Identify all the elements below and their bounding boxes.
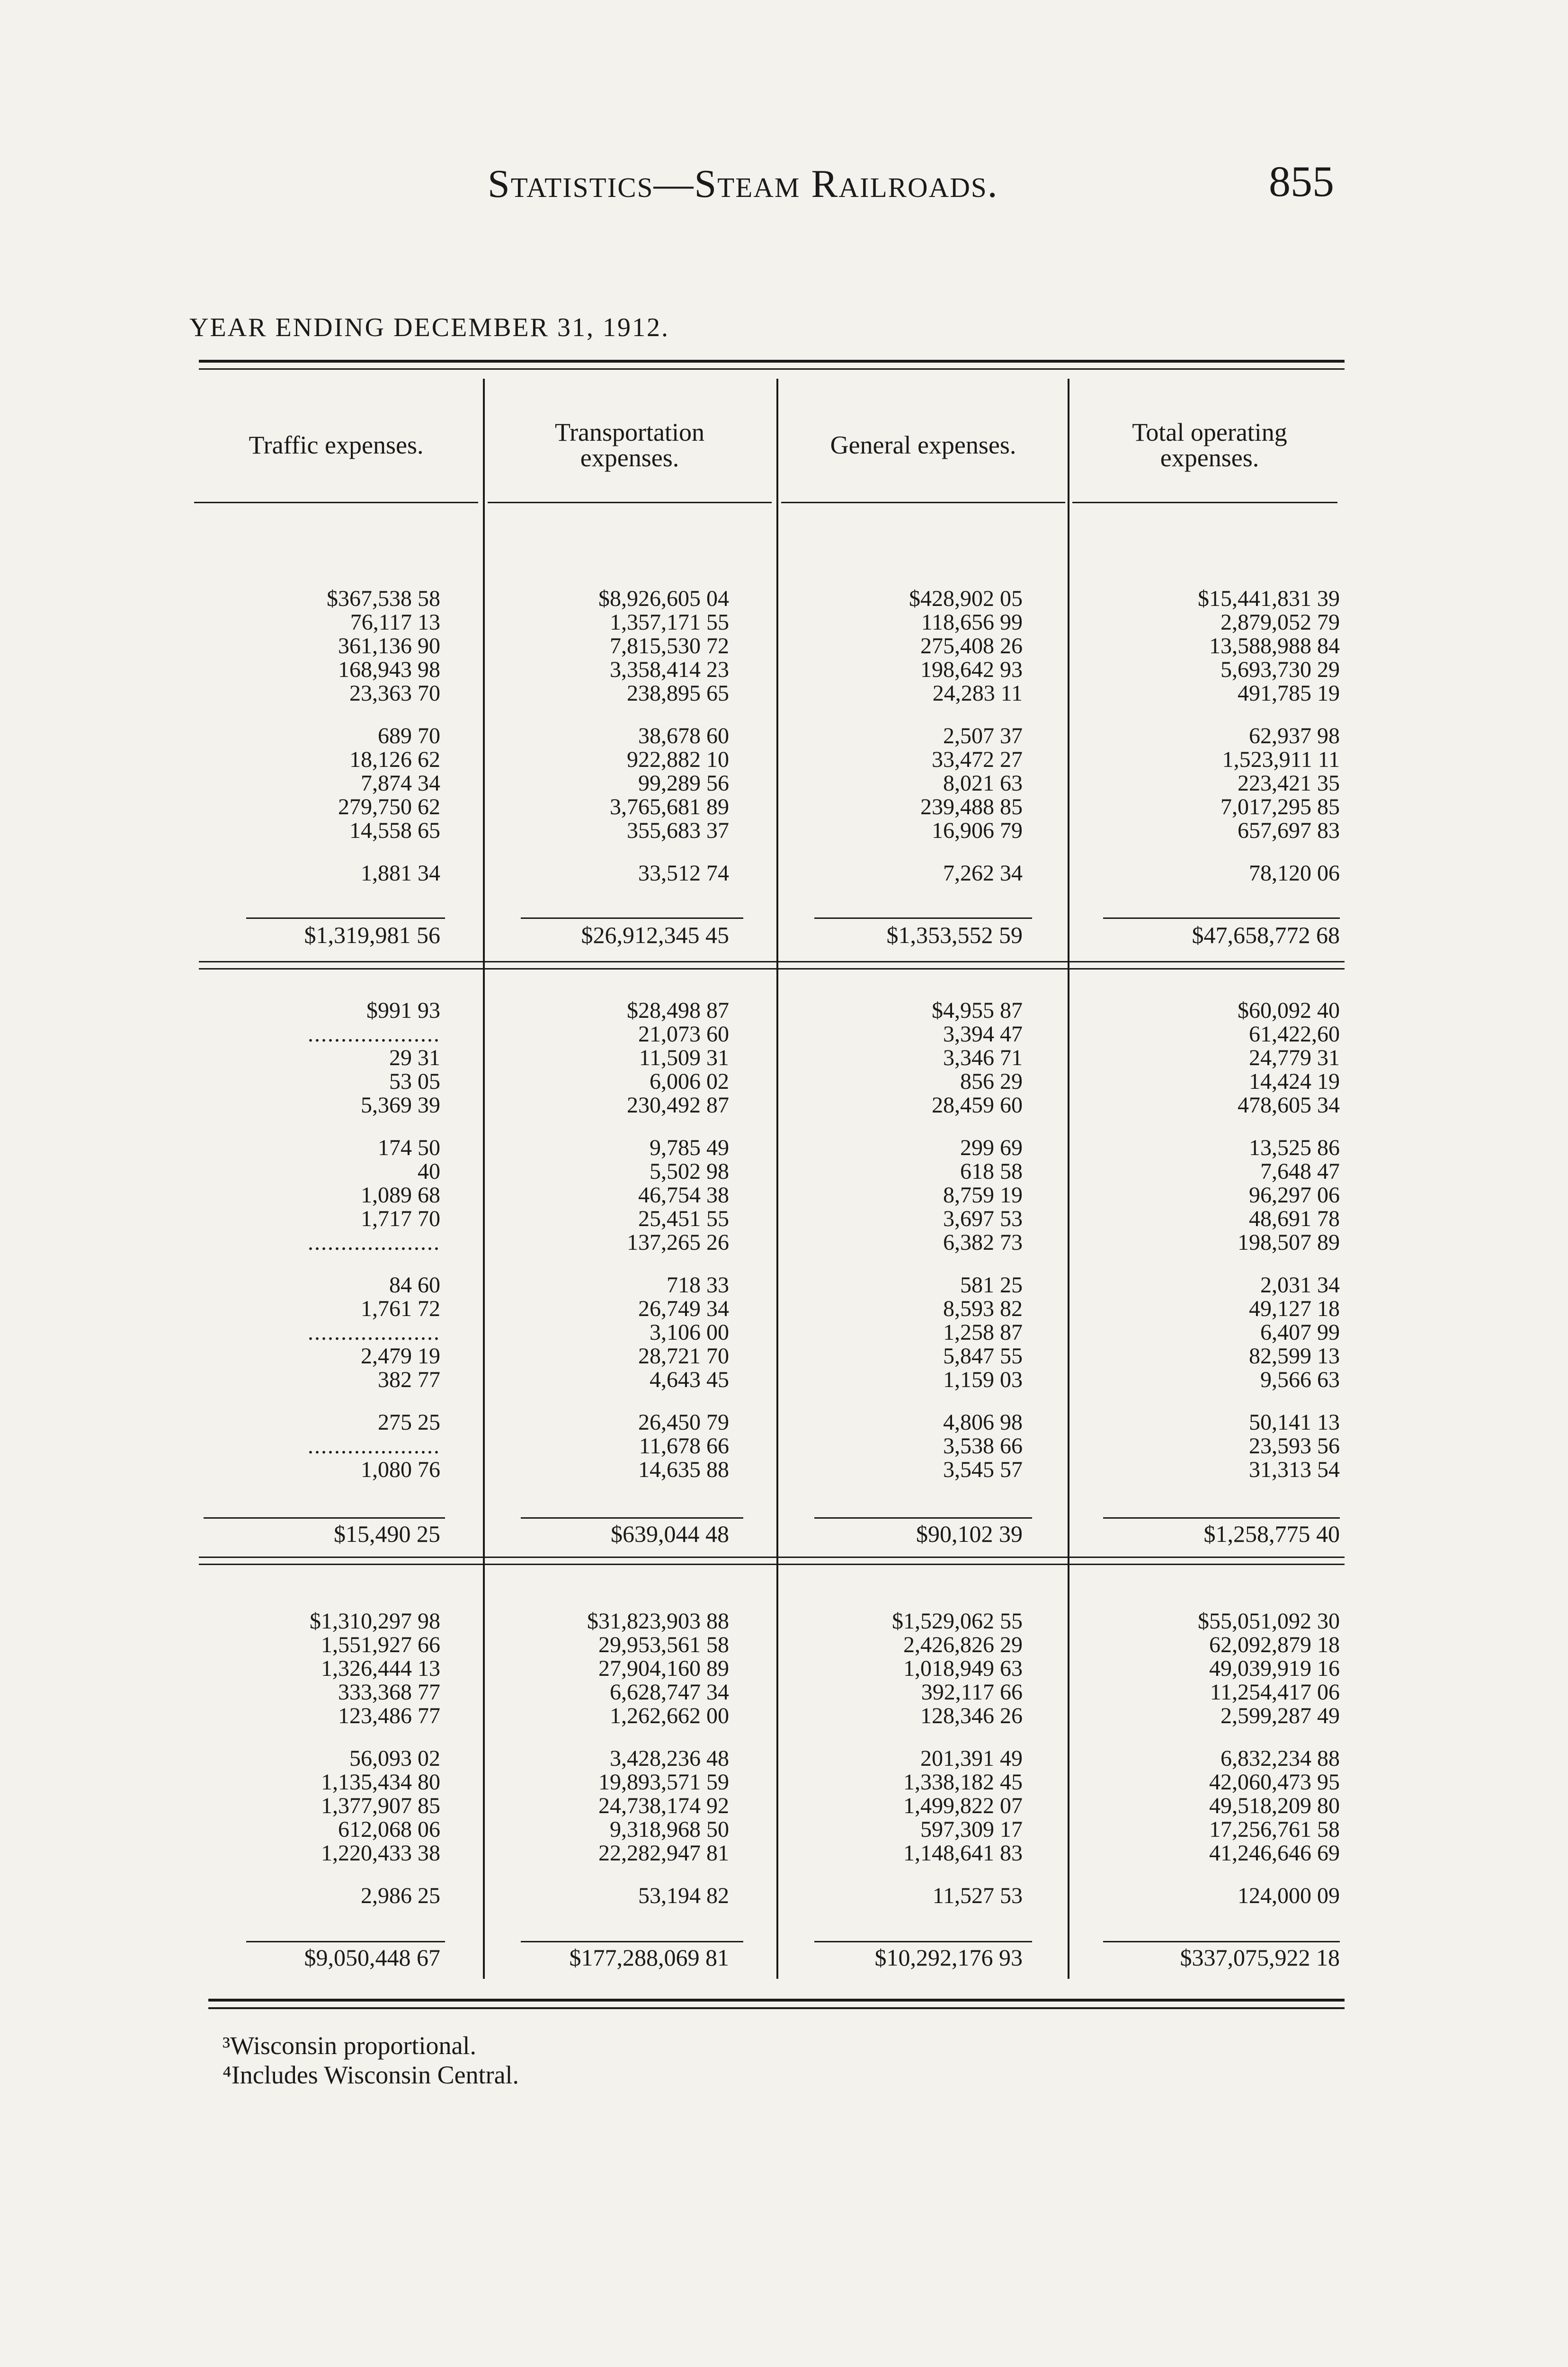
table-cell: 1,338,182 45 — [903, 1770, 1023, 1795]
group1-total-operating: $47,658,772 68 — [1192, 922, 1340, 948]
table-cell: 38,678 60 — [638, 723, 729, 748]
table-cell: 14,635 88 — [638, 1457, 729, 1482]
group3-total-general: $10,292,176 93 — [874, 1944, 1023, 1971]
table-cell: 7,017,295 85 — [1221, 794, 1340, 819]
group2-totals-row — [0, 1517, 1568, 1550]
table-cell: 4,643 45 — [650, 1367, 729, 1392]
table-cell: 1,148,641 83 — [903, 1841, 1023, 1866]
table-cell: 478,605 34 — [1238, 1093, 1340, 1118]
row-gap — [246, 705, 440, 724]
group3-totals-row — [0, 1941, 1568, 1974]
table-cell: 239,488 85 — [920, 794, 1023, 819]
table-cell: 33,472 27 — [932, 747, 1023, 772]
group3-general-column — [814, 1610, 1023, 1908]
table-cell: 922,882 10 — [627, 747, 729, 772]
table-cell: 1,258 87 — [943, 1320, 1023, 1345]
table-cell: 40 — [418, 1159, 440, 1184]
table-cell: $367,538 58 — [327, 586, 440, 611]
group1-transportation-column — [521, 587, 729, 885]
table-cell: 355,683 37 — [627, 818, 729, 843]
table-cell: 41,246,646 69 — [1209, 1841, 1340, 1866]
group3-transportation-column — [521, 1610, 729, 1908]
table-cell: 689 70 — [378, 723, 440, 748]
table-cell: .................... — [308, 1433, 440, 1459]
table-cell: 14,558 65 — [349, 818, 440, 843]
table-cell: 618 58 — [960, 1159, 1023, 1184]
row-gap — [1103, 1117, 1340, 1136]
table-cell: 223,421 35 — [1238, 771, 1340, 796]
group1-total-transportation: $26,912,345 45 — [581, 922, 729, 948]
row-gap — [814, 1728, 1023, 1747]
table-cell: 25,451 55 — [638, 1206, 729, 1231]
group2-double-rule-b — [199, 1564, 1345, 1565]
table-cell: $428,902 05 — [909, 586, 1023, 611]
table-cell: 1,717 70 — [361, 1206, 440, 1231]
table-cell: 19,893,571 59 — [598, 1770, 729, 1795]
row-gap — [521, 1728, 729, 1747]
footnote-3: ³Wisconsin proportional. — [223, 2031, 476, 2060]
group1-double-rule-b — [199, 968, 1345, 970]
table-cell: 53,194 82 — [638, 1883, 729, 1908]
group2-total-traffic: $15,490 25 — [334, 1521, 440, 1547]
table-cell: 82,599 13 — [1249, 1344, 1340, 1369]
group1-total-column — [1103, 587, 1340, 885]
table-cell: 174 50 — [378, 1135, 440, 1160]
table-cell: 13,525 86 — [1249, 1135, 1340, 1160]
table-cell: 50,141 13 — [1249, 1410, 1340, 1435]
group2-double-rule-a — [199, 1557, 1345, 1558]
group1-double-rule-a — [199, 961, 1345, 962]
row-gap — [246, 1865, 440, 1884]
table-cell: 1,089 68 — [361, 1183, 440, 1208]
table-cell: 14,424 19 — [1249, 1069, 1340, 1094]
header-general-label: General expenses. — [830, 431, 1016, 459]
table-cell: 657,697 83 — [1238, 818, 1340, 843]
table-cell: 1,523,911 11 — [1222, 747, 1340, 772]
table-cell: 3,545 57 — [943, 1457, 1023, 1482]
table-cell: 2,507 37 — [943, 723, 1023, 748]
header-total-label-1: Total operating — [1132, 418, 1287, 446]
table-cell: 24,779 31 — [1249, 1045, 1340, 1070]
table-cell: 2,479 19 — [361, 1344, 440, 1369]
table-cell: 2,426,826 29 — [903, 1632, 1023, 1657]
table-cell: 612,068 06 — [338, 1817, 440, 1842]
row-gap — [199, 1117, 440, 1136]
table-cell: 61,422,60 — [1249, 1022, 1340, 1047]
header-traffic-label: Traffic expenses. — [249, 431, 424, 459]
page-number: 855 — [1269, 157, 1334, 205]
group1-total-general: $1,353,552 59 — [886, 922, 1023, 948]
table-cell: .................... — [308, 1230, 440, 1255]
row-gap — [814, 1392, 1023, 1411]
table-cell: $1,310,297 98 — [310, 1609, 440, 1634]
table-cell: 6,407 99 — [1260, 1320, 1340, 1345]
row-gap — [521, 1392, 729, 1411]
table-cell: 56,093 02 — [349, 1746, 440, 1771]
column-divider-1 — [483, 379, 485, 1979]
group2-traffic-column — [199, 999, 440, 1482]
group2-total-column — [1103, 999, 1340, 1482]
row-gap — [814, 1255, 1023, 1273]
table-cell: 128,346 26 — [920, 1703, 1023, 1728]
top-rule-2 — [199, 368, 1345, 370]
table-cell: 382 77 — [378, 1367, 440, 1392]
table-cell: 8,021 63 — [943, 771, 1023, 796]
row-gap — [1103, 1865, 1340, 1884]
table-cell: 1,220,433 38 — [321, 1841, 440, 1866]
row-gap — [521, 1255, 729, 1273]
column-divider-2 — [776, 379, 778, 1979]
table-cell: 23,593 56 — [1249, 1433, 1340, 1459]
table-cell: 11,527 53 — [932, 1883, 1023, 1908]
table-cell: 53 05 — [389, 1069, 440, 1094]
row-gap — [814, 1117, 1023, 1136]
table-cell: 5,693,730 29 — [1221, 657, 1340, 682]
table-cell: 42,060,473 95 — [1209, 1770, 1340, 1795]
table-cell: 27,904,160 89 — [598, 1656, 729, 1681]
row-gap — [521, 705, 729, 724]
table-cell: 96,297 06 — [1249, 1183, 1340, 1208]
table-cell: $4,955 87 — [932, 998, 1023, 1023]
row-gap — [521, 1865, 729, 1884]
header-total-operating-expenses — [1072, 407, 1347, 483]
row-gap — [199, 1392, 440, 1411]
group3-total-traffic: $9,050,448 67 — [304, 1944, 440, 1971]
table-cell: 16,906 79 — [932, 818, 1023, 843]
table-cell: 13,588,988 84 — [1209, 633, 1340, 658]
group1-total-traffic: $1,319,981 56 — [304, 922, 440, 948]
table-cell: $1,529,062 55 — [892, 1609, 1023, 1634]
table-cell: 33,512 74 — [638, 861, 729, 886]
table-cell: 4,806 98 — [943, 1410, 1023, 1435]
group3-total-column — [1103, 1610, 1340, 1908]
bottom-double-rule-b — [208, 2007, 1345, 2009]
table-cell: 2,986 25 — [361, 1883, 440, 1908]
table-cell: 24,283 11 — [932, 681, 1023, 706]
table-cell: 230,492 87 — [627, 1093, 729, 1118]
row-gap — [246, 1728, 440, 1747]
table-cell: 3,358,414 23 — [610, 657, 729, 682]
group2-total-transportation: $639,044 48 — [611, 1521, 729, 1547]
table-cell: $15,441,831 39 — [1198, 586, 1340, 611]
table-cell: 275 25 — [378, 1410, 440, 1435]
table-cell: 2,599,287 49 — [1221, 1703, 1340, 1728]
table-cell: 7,262 34 — [943, 861, 1023, 886]
group2-total-operating: $1,258,775 40 — [1203, 1521, 1340, 1547]
group3-total-transportation: $177,288,069 81 — [569, 1944, 729, 1971]
table-cell: 78,120 06 — [1249, 861, 1340, 886]
row-gap — [1103, 705, 1340, 724]
table-cell: 1,499,822 07 — [903, 1793, 1023, 1818]
table-cell: 275,408 26 — [920, 633, 1023, 658]
table-cell: 8,593 82 — [943, 1296, 1023, 1321]
table-cell: 6,832,234 88 — [1221, 1746, 1340, 1771]
group1-general-column — [814, 587, 1023, 885]
group1-traffic-column — [246, 587, 440, 885]
table-cell: 48,691 78 — [1249, 1206, 1340, 1231]
table-cell: 49,127 18 — [1249, 1296, 1340, 1321]
table-cell: 3,697 53 — [943, 1206, 1023, 1231]
table-cell: 24,738,174 92 — [598, 1793, 729, 1818]
table-cell: 8,759 19 — [943, 1183, 1023, 1208]
footnotes — [223, 2031, 519, 2090]
row-gap — [1103, 1392, 1340, 1411]
table-cell: .................... — [308, 1320, 440, 1345]
table-cell: 1,881 34 — [361, 861, 440, 886]
table-cell: 62,092,879 18 — [1209, 1632, 1340, 1657]
row-gap — [199, 1255, 440, 1273]
row-gap — [1103, 1728, 1340, 1747]
table-cell: 29,953,561 58 — [598, 1632, 729, 1657]
table-cell: 201,391 49 — [920, 1746, 1023, 1771]
table-cell: $60,092 40 — [1238, 998, 1340, 1023]
table-cell: 1,761 72 — [361, 1296, 440, 1321]
table-cell: 198,507 89 — [1238, 1230, 1340, 1255]
table-cell: 7,874 34 — [361, 771, 440, 796]
table-cell: 49,518,209 80 — [1209, 1793, 1340, 1818]
table-cell: 21,073 60 — [638, 1022, 729, 1047]
table-cell: 1,357,171 55 — [610, 610, 729, 635]
footnote-4: ⁴Includes Wisconsin Central. — [223, 2061, 519, 2089]
top-rule — [199, 360, 1345, 363]
group1-totals-row — [0, 918, 1568, 952]
table-cell: 28,459 60 — [932, 1093, 1023, 1118]
table-cell: 333,368 77 — [338, 1680, 440, 1705]
table-cell: 11,509 31 — [639, 1045, 729, 1070]
header-rule-3 — [781, 502, 1065, 503]
row-gap — [814, 705, 1023, 724]
running-title: Statistics—Steam Railroads. — [488, 162, 998, 206]
table-cell: 11,254,417 06 — [1210, 1680, 1340, 1705]
group3-total-operating: $337,075,922 18 — [1180, 1944, 1340, 1971]
group2-total-general: $90,102 39 — [916, 1521, 1023, 1547]
table-cell: 6,382 73 — [943, 1230, 1023, 1255]
row-gap — [521, 1117, 729, 1136]
table-cell: 18,126 62 — [349, 747, 440, 772]
row-gap — [1103, 1255, 1340, 1273]
page-header — [0, 151, 1568, 218]
group2-transportation-column — [521, 999, 729, 1482]
table-cell: 238,895 65 — [627, 681, 729, 706]
table-cell: 597,309 17 — [920, 1817, 1023, 1842]
table-cell: 29 31 — [389, 1045, 440, 1070]
group3-traffic-column — [246, 1610, 440, 1908]
table-cell: 28,721 70 — [638, 1344, 729, 1369]
table-cell: 3,538 66 — [943, 1433, 1023, 1459]
table-cell: 2,879,052 79 — [1221, 610, 1340, 635]
table-cell: 3,428,236 48 — [610, 1746, 729, 1771]
table-subtitle: YEAR ENDING DECEMBER 31, 1912. — [189, 313, 669, 342]
table-cell: 1,018,949 63 — [903, 1656, 1023, 1681]
table-cell: 581 25 — [960, 1272, 1023, 1298]
table-cell: $55,051,092 30 — [1198, 1609, 1340, 1634]
table-cell: 299 69 — [960, 1135, 1023, 1160]
table-cell: 1,551,927 66 — [321, 1632, 440, 1657]
table-cell: 26,749 34 — [638, 1296, 729, 1321]
header-traffic-expenses — [194, 407, 478, 483]
table-cell: 22,282,947 81 — [598, 1841, 729, 1866]
table-cell: 3,394 47 — [943, 1022, 1023, 1047]
table-cell: 198,642 93 — [920, 657, 1023, 682]
row-gap — [521, 843, 729, 862]
header-rule-2 — [488, 502, 772, 503]
table-cell: 123,486 77 — [338, 1703, 440, 1728]
bottom-double-rule-a — [208, 1999, 1345, 2002]
table-cell: 392,117 66 — [921, 1680, 1023, 1705]
table-cell: 5,369 39 — [361, 1093, 440, 1118]
header-rule-4 — [1072, 502, 1337, 503]
table-cell: 23,363 70 — [349, 681, 440, 706]
table-cell: 1,377,907 85 — [321, 1793, 440, 1818]
table-cell: 491,785 19 — [1238, 681, 1340, 706]
table-cell: 31,313 54 — [1249, 1457, 1340, 1482]
table-cell: 3,106 00 — [650, 1320, 729, 1345]
table-cell: 1,326,444 13 — [321, 1656, 440, 1681]
table-cell: 76,117 13 — [350, 610, 440, 635]
table-cell: 1,135,434 80 — [321, 1770, 440, 1795]
header-rule-1 — [194, 502, 478, 503]
table-cell: 49,039,919 16 — [1209, 1656, 1340, 1681]
row-gap — [246, 843, 440, 862]
table-cell: 9,566 63 — [1260, 1367, 1340, 1392]
table-cell: 7,648 47 — [1260, 1159, 1340, 1184]
header-transportation-label-1: Transportation — [554, 418, 704, 446]
table-cell: 5,502 98 — [650, 1159, 729, 1184]
table-cell: 1,262,662 00 — [610, 1703, 729, 1728]
table-cell: 9,318,968 50 — [610, 1817, 729, 1842]
table-cell: 6,628,747 34 — [610, 1680, 729, 1705]
table-cell: 1,080 76 — [361, 1457, 440, 1482]
table-cell: $31,823,903 88 — [587, 1609, 729, 1634]
table-cell: 3,765,681 89 — [610, 794, 729, 819]
table-cell: 99,289 56 — [638, 771, 729, 796]
header-transportation-label-2: expenses. — [580, 444, 679, 472]
table-cell: 1,159 03 — [943, 1367, 1023, 1392]
header-transportation-expenses — [488, 407, 772, 483]
table-cell: 168,943 98 — [338, 657, 440, 682]
table-cell: .................... — [308, 1022, 440, 1047]
table-cell: 718 33 — [667, 1272, 729, 1298]
header-total-label-2: expenses. — [1160, 444, 1259, 472]
table-cell: $991 93 — [366, 998, 440, 1023]
table-cell: 124,000 09 — [1238, 1883, 1340, 1908]
table-cell: 2,031 34 — [1260, 1272, 1340, 1298]
table-cell: 279,750 62 — [338, 794, 440, 819]
table-cell: 62,937 98 — [1249, 723, 1340, 748]
column-divider-3 — [1068, 379, 1069, 1979]
table-cell: 46,754 38 — [638, 1183, 729, 1208]
table-cell: $8,926,605 04 — [598, 586, 729, 611]
table-cell: 9,785 49 — [650, 1135, 729, 1160]
row-gap — [1103, 843, 1340, 862]
table-cell: 361,136 90 — [338, 633, 440, 658]
row-gap — [814, 1865, 1023, 1884]
table-cell: 7,815,530 72 — [610, 633, 729, 658]
table-cell: 26,450 79 — [638, 1410, 729, 1435]
table-cell: 137,265 26 — [627, 1230, 729, 1255]
table-cell: 3,346 71 — [943, 1045, 1023, 1070]
row-gap — [814, 843, 1023, 862]
table-cell: $28,498 87 — [627, 998, 729, 1023]
table-cell: 17,256,761 58 — [1209, 1817, 1340, 1842]
table-cell: 118,656 99 — [921, 610, 1023, 635]
table-cell: 84 60 — [389, 1272, 440, 1298]
table-cell: 5,847 55 — [943, 1344, 1023, 1369]
table-cell: 11,678 66 — [639, 1433, 729, 1459]
table-cell: 6,006 02 — [650, 1069, 729, 1094]
table-cell: 856 29 — [960, 1069, 1023, 1094]
header-general-expenses — [781, 407, 1065, 483]
group2-general-column — [814, 999, 1023, 1482]
